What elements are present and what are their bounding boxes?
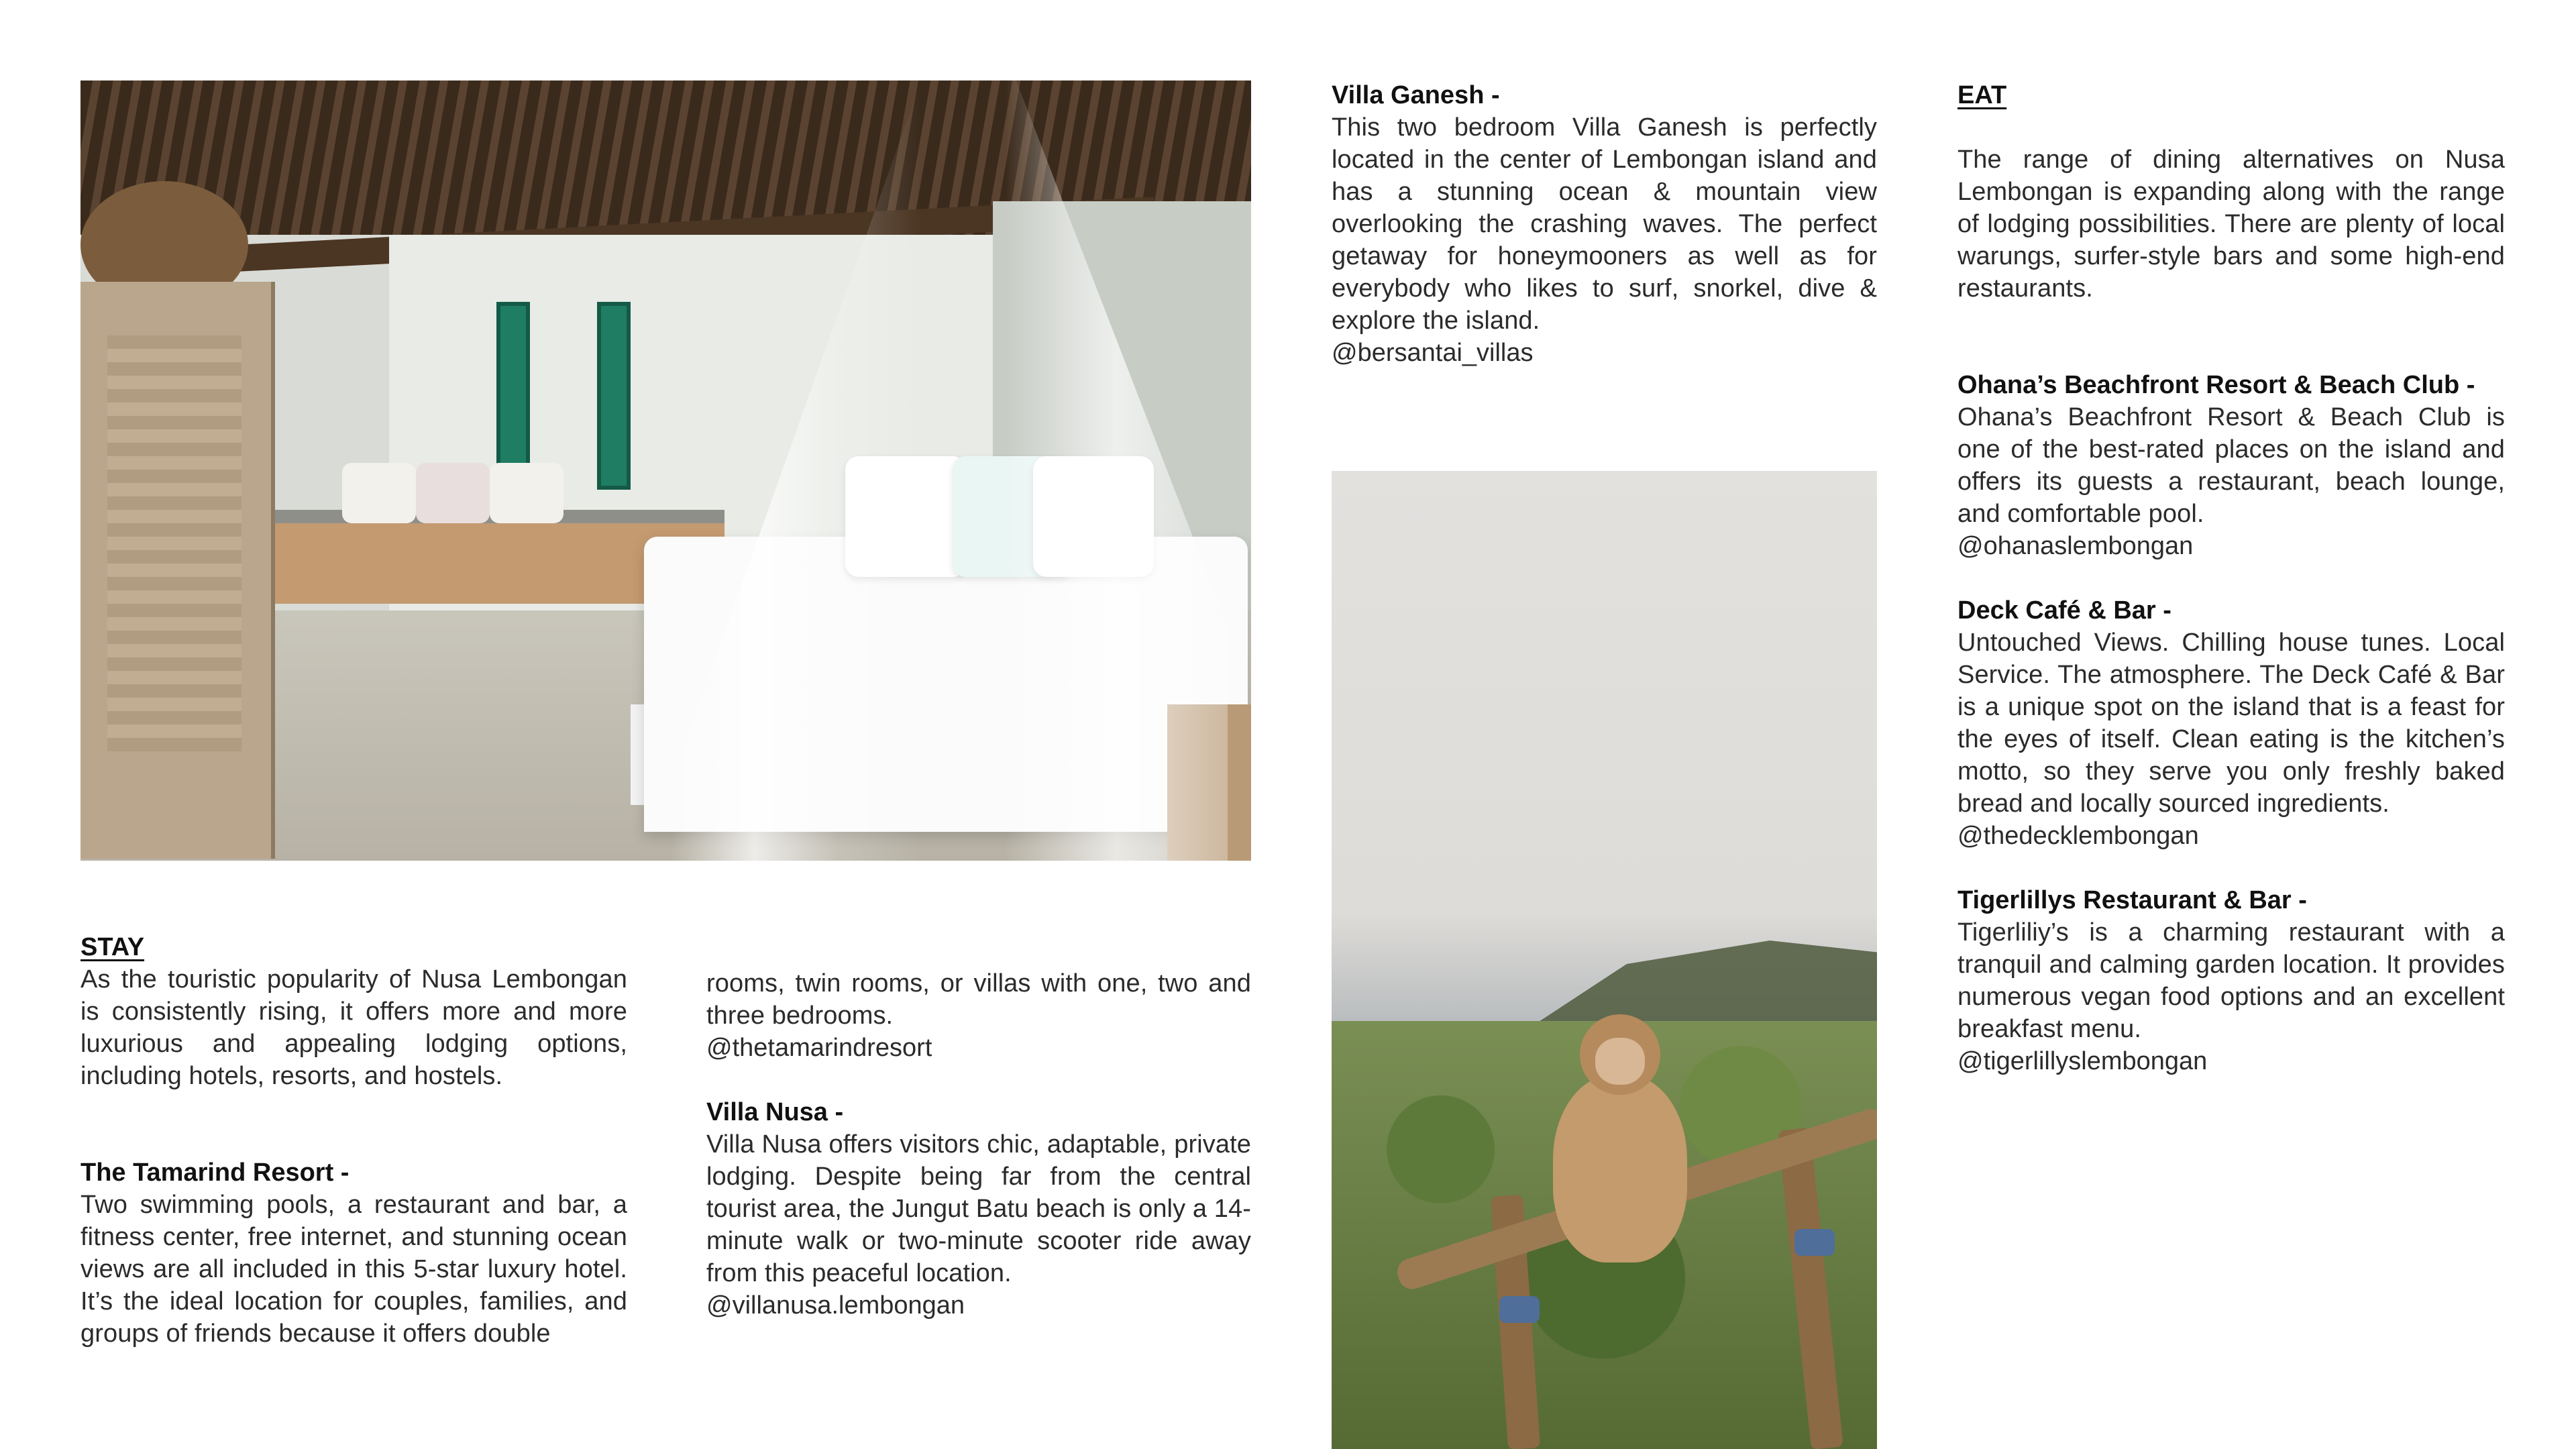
deck-description: Untouched Views. Chilling house tunes. Local Service. The atmosphere. The Deck Café & Bar is a unique spot on the island that is a feast for the eyes of itself. Clean eating is the kitchen’s motto, so they serve you only freshly baked bread and locally sourced ingredients. — [1957, 629, 2505, 818]
tamarind-heading: The Tamarind Resort - — [80, 1159, 350, 1187]
villa-nusa-handle[interactable]: @villanusa.lembongan — [706, 1291, 965, 1320]
stay-column-1 — [80, 931, 627, 1350]
eat-section-title: EAT — [1957, 81, 2007, 109]
tigerlillys-description: Tigerliliy’s is a charming restaurant with a tranquil and calming garden location. It provides numerous vegan food options and an excellent breakfast menu. — [1957, 918, 2505, 1043]
villa-nusa-heading: Villa Nusa - — [706, 1098, 844, 1126]
stay-intro-text: As the touristic popularity of Nusa Lembongan is consistently rising, it offers more and more luxurious and appealing lodging options, including hotels, resorts, and hostels. — [80, 965, 627, 1090]
villa-ganesh-block — [1332, 79, 1877, 369]
deck-handle[interactable]: @thedecklembongan — [1957, 822, 2199, 850]
villa-bedroom-photo — [80, 80, 1251, 861]
villa-ganesh-handle[interactable]: @bersantai_villas — [1332, 339, 1534, 367]
monkey-on-fence-photo — [1332, 471, 1877, 1449]
villa-ganesh-heading: Villa Ganesh - — [1332, 81, 1500, 109]
ohana-heading: Ohana’s Beachfront Resort & Beach Club - — [1957, 371, 2475, 399]
tigerlillys-heading: Tigerlillys Restaurant & Bar - — [1957, 886, 2307, 914]
villa-nusa-description: Villa Nusa offers visitors chic, adaptable, private lodging. Despite being far from the central tourist area, the Jungut Batu beach is only a 14-minute walk or two-minute scooter ride away from this peaceful location. — [706, 1130, 1251, 1287]
eat-intro-text: The range of dining alternatives on Nusa Lembongan is expanding along with the range of lodging possibilities. There are plenty of local warungs, surfer-style bars and some high-end restaurants. — [1957, 146, 2505, 303]
stay-section-title: STAY — [80, 933, 145, 961]
eat-column — [1957, 79, 2505, 1077]
ohana-description: Ohana’s Beachfront Resort & Beach Club is one of the best-rated places on the island and offers its guests a restaurant, beach lounge, and comfortable pool. — [1957, 403, 2505, 528]
stay-column-2 — [706, 967, 1251, 1322]
villa-ganesh-description: This two bedroom Villa Ganesh is perfectly located in the center of Lembongan island and has a stunning ocean & mountain view overlooking the crashing waves. The perfect getaway for honeymooners as well as for everybody who likes to surf, snorkel, dive & explore the island. — [1332, 113, 1877, 335]
ohana-handle[interactable]: @ohanaslembongan — [1957, 532, 2194, 560]
deck-heading: Deck Café & Bar - — [1957, 596, 2171, 625]
tamarind-description-part1: Two swimming pools, a restaurant and bar, a fitness center, free internet, and stunning ocean views are all included in this 5-star luxury hotel. It’s the ideal location for couples, families, and groups of friends because it offers double — [80, 1191, 627, 1348]
tamarind-description-part2: rooms, twin rooms, or villas with one, two and three bedrooms. — [706, 969, 1251, 1030]
tamarind-handle[interactable]: @thetamarindresort — [706, 1034, 932, 1062]
tigerlillys-handle[interactable]: @tigerlillyslembongan — [1957, 1047, 2208, 1075]
